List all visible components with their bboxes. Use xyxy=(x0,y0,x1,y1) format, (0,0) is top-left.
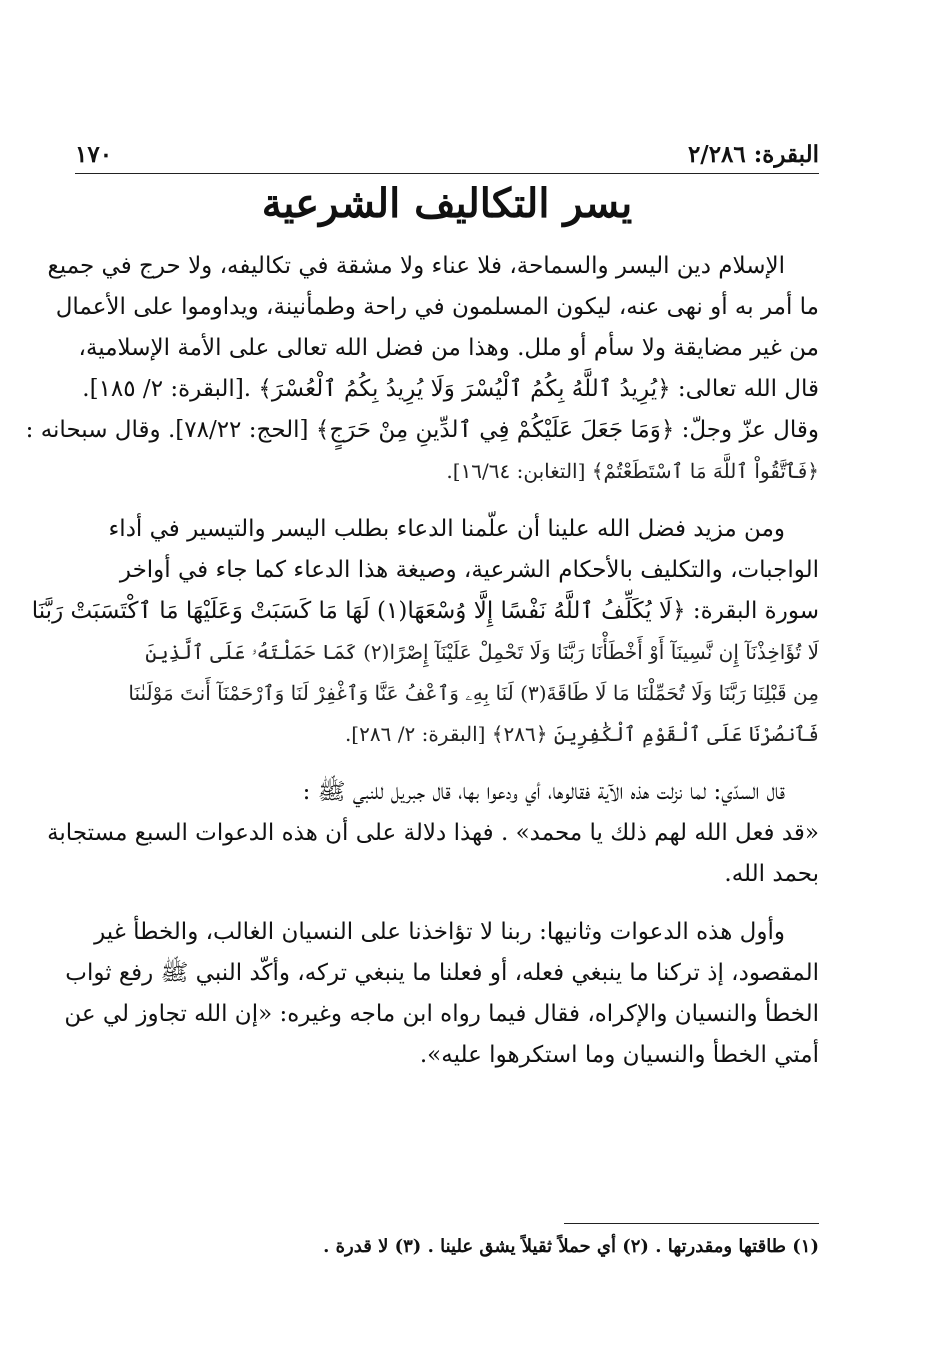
header-divider xyxy=(75,173,819,174)
quran-line: لَا تُؤَاخِذْنَآ إِن نَّسِينَآ أَوْ أَخْطَأْنَا رَبَّنَا وَلَا تَحْمِلْ عَلَيْنَآ إِصْرًا(٢) كَمَا حَمَلْتَهُۥ عَلَى ٱلَّذِينَ xyxy=(145,640,819,664)
paragraph-2 xyxy=(31,509,819,755)
text-line: وأول هذه الدعوات وثانيها: ربنا لا تؤاخذنا على النسيان الغالب، والخطأ غير xyxy=(94,919,785,945)
text-line: أمتي الخطأ والنسيان وما استكرهوا عليه». xyxy=(419,1042,819,1068)
footnote: (١) طاقتها ومقدرتها . (٢) أي حملاً ثقيلاً يشق علينا . (٣) لا قدرة . xyxy=(323,1236,819,1257)
text-line: «قد فعل الله لهم ذلك يا محمد» . فهذا دلالة على أن هذه الدعوات السبع مستجابة xyxy=(47,820,819,846)
quran-line: سورة البقرة: ﴿لَا يُكَلِّفُ ٱللَّهُ نَفْسًا إِلَّا وُسْعَهَا(١) لَهَا مَا كَسَبَتْ وَعَلَيْهَا مَا ٱكْتَسَبَتْ رَبَّنَا xyxy=(31,598,819,624)
text-line: بحمد الله. xyxy=(724,861,819,887)
chapter-title: يسر التكاليف الشرعية xyxy=(261,180,633,227)
text-line: ومن مزيد فضل الله علينا أن علّمنا الدعاء بطلب اليسر والتيسير في أداء xyxy=(108,516,785,542)
running-header xyxy=(75,128,819,168)
quran-line: ﴿فَٱتَّقُواْ ٱللَّهَ مَا ٱسْتَطَعْتُمْ﴾ [التغابن: ١٦/٦٤]. xyxy=(446,459,819,483)
body-text xyxy=(25,246,819,1076)
text-line: الخطأ والنسيان والإكراه، فقال فيما رواه ابن ماجه وغيره: «إن الله تجاوز لي عن xyxy=(64,1001,819,1027)
text-line: الواجبات، والتكليف بالأحكام الشرعية، وصيغة هذا الدعاء كما جاء في أواخر xyxy=(119,557,819,583)
quran-line: قال الله تعالى: ﴿يُرِيدُ ٱللَّهُ بِكُمُ ٱلْيُسْرَ وَلَا يُرِيدُ بِكُمُ ٱلْعُسْرَ﴾ .[البقرة: ٢/ ١٨٥]. xyxy=(82,376,819,402)
quran-line: فَٱنصُرْنَا عَلَى ٱلْقَوْمِ ٱلْكَٰفِرِينَ ﴿٢٨٦﴾ [البقرة: ٢/ ٢٨٦]. xyxy=(344,722,819,746)
page-number: ١٧٠ xyxy=(75,141,113,168)
paragraph-1 xyxy=(25,246,819,492)
footnote-divider xyxy=(564,1223,819,1224)
text-line: من غير مضايقة ولا سأم أو ملل. وهذا من فضل الله تعالى على الأمة الإسلامية، xyxy=(78,335,819,361)
quran-line: مِن قَبْلِنَا رَبَّنَا وَلَا تُحَمِّلْنَا مَا لَا طَاقَةَ(٣) لَنَا بِهِۦ وَٱعْفُ عَنَّا وَٱغْفِرْ لَنَا وَٱرْحَمْنَآ أَنتَ مَوْلَىٰنَا xyxy=(128,681,819,705)
paragraph-4 xyxy=(64,912,819,1076)
text-line: الإسلام دين اليسر والسماحة، فلا عناء ولا مشقة في تكاليفه، ولا حرج في جميع xyxy=(47,253,785,279)
text-line: المقصود، إذ تركنا ما ينبغي فعله، أو فعلنا ما ينبغي تركه، وأكّد النبي ﷺ رفع ثواب xyxy=(65,960,819,986)
quran-line: وقال عزّ وجلّ: ﴿وَمَا جَعَلَ عَلَيْكُمْ فِي ٱلدِّينِ مِنْ حَرَجٍ﴾ [الحج: ٧٨/٢٢]. وقال سبحانه : xyxy=(25,417,819,443)
text-line: قال السدّي: لما نزلت هذه الآية فقالوها، أي ودعوا بها، قال جبريل للنبي ﷺ : xyxy=(302,779,785,805)
paragraph-3 xyxy=(47,772,819,895)
surah-reference: البقرة: ٢/٢٨٦ xyxy=(687,141,819,168)
text-line: ما أمر به أو نهى عنه، ليكون المسلمون في راحة وطمأنينة، ويداوموا على الأعمال xyxy=(55,294,819,320)
